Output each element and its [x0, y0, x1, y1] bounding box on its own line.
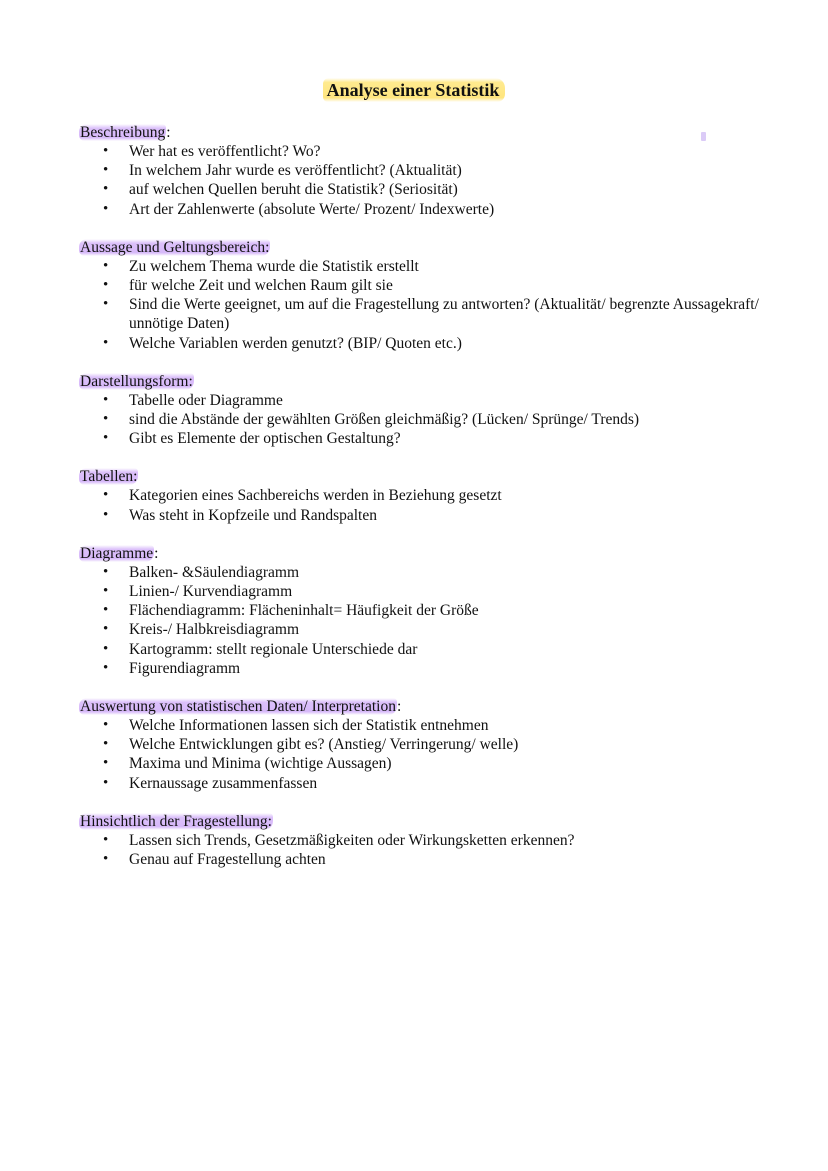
bullet-list [79, 486, 799, 524]
list-item [79, 391, 799, 410]
list-item [79, 582, 799, 601]
list-item [79, 410, 799, 429]
list-item [79, 563, 799, 582]
section-4 [79, 544, 799, 678]
list-item-text: Flächendiagramm: Flächeninhalt= Häufigkeit der Größe [129, 602, 479, 620]
list-item [79, 831, 799, 850]
section-1 [79, 238, 799, 353]
bullet-icon: • [103, 277, 109, 294]
list-item-text: Sind die Werte geeignet, um auf die Fragestellung zu antworten? (Aktualität/ begrenzte Aussagekraft/ unnötige Daten) [129, 296, 759, 333]
list-item [79, 429, 799, 448]
list-item-text: Kreis-/ Halbkreisdiagramm [129, 621, 300, 639]
bullet-icon: • [103, 717, 109, 734]
list-item-text: Maxima und Minima (wichtige Aussagen) [129, 755, 392, 773]
bullet-list [79, 831, 799, 869]
list-item [79, 142, 799, 161]
section-5 [79, 697, 799, 793]
section-heading-rest: : [154, 544, 159, 562]
list-item [79, 334, 799, 353]
list-item [79, 276, 799, 295]
bullet-icon: • [103, 831, 109, 848]
bullet-icon: • [103, 736, 109, 753]
section-heading [77, 372, 197, 391]
bullet-list [79, 563, 799, 678]
section-heading [77, 544, 161, 563]
list-item [79, 180, 799, 199]
list-item-text: Gibt es Elemente der optischen Gestaltung? [129, 430, 401, 448]
section-heading-highlight: Tabellen: [80, 468, 138, 486]
list-item-text: Balken- &Säulendiagramm [129, 563, 300, 581]
list-item-text: Tabelle oder Diagramme [129, 391, 283, 409]
bullet-icon: • [103, 506, 109, 523]
bullet-icon: • [103, 621, 109, 638]
list-item-text: Was steht in Kopfzeile und Randspalten [129, 506, 377, 524]
section-heading-highlight: Auswertung von statistischen Daten/ Interpretation [80, 698, 396, 716]
bullet-list [79, 716, 799, 793]
list-item [79, 659, 799, 678]
bullet-icon: • [103, 851, 109, 868]
list-item-text: Zu welchem Thema wurde die Statistik erstellt [129, 257, 419, 275]
section-heading [77, 238, 273, 257]
list-item-text: In welchem Jahr wurde es veröffentlicht? (Aktualität) [129, 162, 462, 180]
bullet-icon: • [103, 430, 109, 447]
bullet-icon: • [103, 181, 109, 198]
list-item-text: Kartogramm: stellt regionale Unterschiede dar [129, 640, 418, 658]
section-heading-highlight: Darstellungsform: [80, 372, 193, 390]
list-item [79, 716, 799, 735]
bullet-icon: • [103, 755, 109, 772]
bullet-icon: • [103, 334, 109, 351]
list-item [79, 506, 799, 525]
bullet-icon: • [103, 200, 109, 217]
section-heading-rest: : [396, 698, 402, 716]
list-item [79, 295, 799, 333]
bullet-icon: • [103, 774, 109, 791]
bullet-icon: • [103, 640, 109, 657]
bullet-icon: • [103, 563, 109, 580]
list-item-text: Kernaussage zusammenfassen [129, 774, 318, 792]
bullet-icon: • [103, 583, 109, 600]
list-item [79, 257, 799, 276]
section-heading-rest: : [166, 124, 171, 141]
list-item-text: Welche Variablen werden genutzt? (BIP/ Quoten etc.) [129, 334, 462, 352]
bullet-list [79, 142, 799, 219]
bullet-icon: • [103, 257, 109, 274]
list-item-text: Welche Entwicklungen gibt es? (Anstieg/ Verringerung/ welle) [129, 736, 519, 754]
bullet-list [79, 257, 799, 353]
bullet-icon: • [103, 391, 109, 408]
list-item [79, 486, 799, 505]
document-content [79, 123, 799, 888]
section-heading [77, 123, 174, 142]
bullet-icon: • [103, 487, 109, 504]
section-heading [77, 467, 141, 486]
bullet-icon: • [103, 602, 109, 619]
title-container [0, 78, 828, 102]
section-heading-highlight: Aussage und Geltungsbereich: [80, 238, 270, 256]
section-2 [79, 372, 799, 449]
list-item [79, 161, 799, 180]
section-6 [79, 812, 799, 869]
page-title: Analyse einer Statistik [323, 78, 506, 102]
list-item [79, 774, 799, 793]
bullet-list [79, 391, 799, 449]
section-heading-highlight: Hinsichtlich der Fragestellung: [80, 812, 272, 830]
list-item [79, 850, 799, 869]
list-item-text: Kategorien eines Sachbereichs werden in Beziehung gesetzt [129, 487, 502, 505]
list-item-text: sind die Abstände der gewählten Größen gleichmäßig? (Lücken/ Sprünge/ Trends) [129, 411, 640, 429]
list-item [79, 200, 799, 219]
list-item [79, 735, 799, 754]
section-heading [77, 812, 276, 831]
section-heading-highlight: Beschreibung [80, 124, 166, 141]
section-heading-highlight: Diagramme [80, 544, 154, 562]
list-item [79, 601, 799, 620]
list-item-text: Lassen sich Trends, Gesetzmäßigkeiten oder Wirkungsketten erkennen? [129, 831, 575, 849]
list-item [79, 620, 799, 639]
list-item-text: Genau auf Fragestellung achten [129, 851, 326, 869]
bullet-icon: • [103, 411, 109, 428]
section-3 [79, 467, 799, 524]
list-item-text: Art der Zahlenwerte (absolute Werte/ Prozent/ Indexwerte) [129, 200, 495, 218]
bullet-icon: • [103, 143, 109, 159]
list-item-text: auf welchen Quellen beruht die Statistik? (Seriosität) [129, 181, 458, 199]
list-item-text: Figurendiagramm [129, 659, 241, 677]
bullet-icon: • [103, 659, 109, 676]
list-item-text: Welche Informationen lassen sich der Statistik entnehmen [129, 717, 489, 735]
list-item-text: Linien-/ Kurvendiagramm [129, 583, 293, 601]
bullet-icon: • [103, 162, 109, 179]
list-item-text: für welche Zeit und welchen Raum gilt sie [129, 277, 393, 295]
list-item-text: Wer hat es veröffentlicht? Wo? [129, 143, 321, 160]
list-item [79, 754, 799, 773]
bullet-icon: • [103, 296, 109, 313]
section-0 [79, 123, 799, 219]
list-item [79, 640, 799, 659]
section-heading [77, 697, 404, 716]
